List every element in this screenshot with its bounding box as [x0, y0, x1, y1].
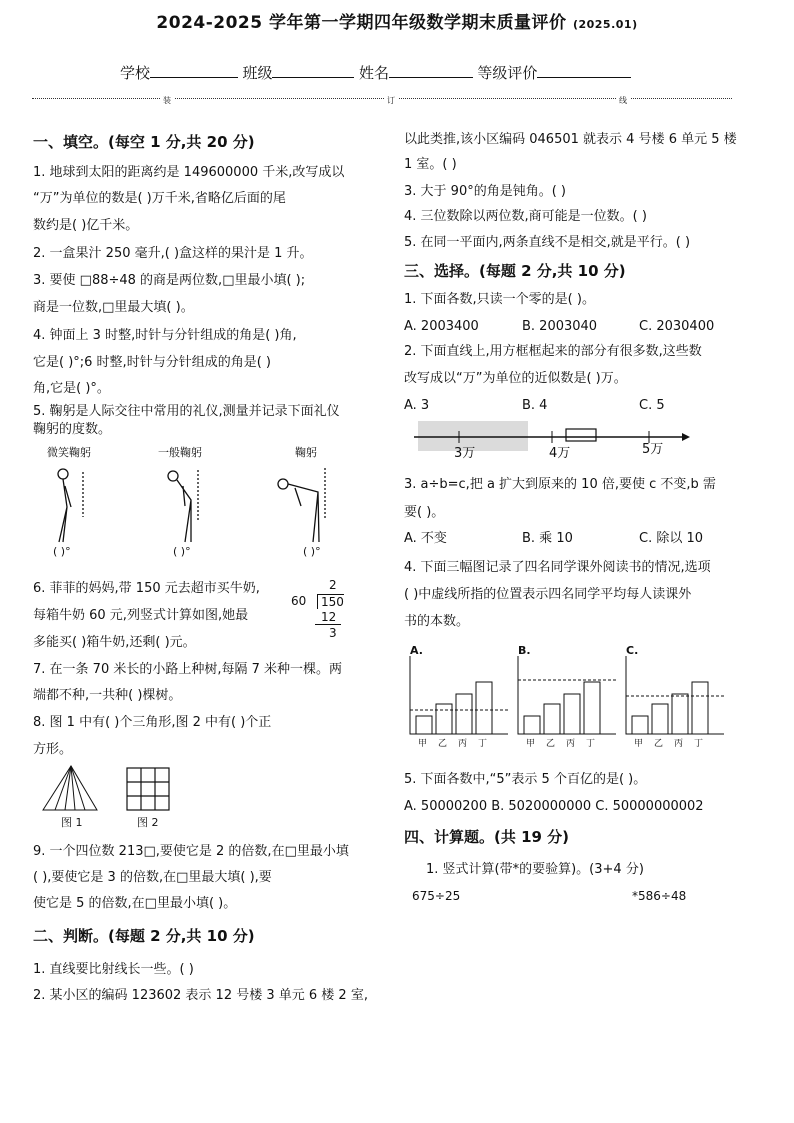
- choice-1-b[interactable]: B. 2003040: [522, 319, 598, 334]
- bow-label-full: 鞠躬: [295, 446, 317, 459]
- chart-a-name-3: 丙: [458, 739, 468, 749]
- q6-line1: 6. 菲菲的妈妈,带 150 元去超市买牛奶,: [33, 581, 260, 596]
- choice-3-line1: 3. a÷b=c,把 a 扩大到原来的 10 倍,要使 c 不变,b 需: [404, 477, 716, 492]
- q4-line3: 角,它是( )°。: [33, 381, 110, 396]
- figure-normal-bow: [168, 470, 198, 542]
- choice-4-line1: 4. 下面三幅图记录了四名同学课外阅读书的情况,选项: [404, 560, 711, 575]
- q9-line1: 9. 一个四位数 213□,要使它是 2 的倍数,在□里最小填: [33, 844, 349, 859]
- choice-3-line2: 要( )。: [404, 505, 445, 520]
- reading-bar-charts: [404, 652, 744, 752]
- q8-figures: [41, 764, 191, 816]
- tick-label-3: 3万: [454, 446, 476, 461]
- chart-b-name-2: 乙: [546, 739, 556, 749]
- chart-c-name-1: 甲: [634, 739, 644, 749]
- q4-line2: 它是( )°;6 时整,时针与分针组成的角是( ): [33, 355, 271, 370]
- chart-b-name-3: 丙: [566, 739, 576, 749]
- exam-title: [0, 8, 794, 33]
- bow-answer-3[interactable]: ( )°: [303, 545, 321, 558]
- tick-label-4: 4万: [549, 446, 571, 461]
- choice-3-a[interactable]: A. 不变: [404, 531, 447, 546]
- choice-2-line2: 改写成以“万”为单位的近似数是( )万。: [404, 371, 627, 386]
- long-division-figure: [291, 578, 371, 648]
- chart-a-name-1: 甲: [418, 739, 428, 749]
- grade-field[interactable]: [537, 63, 631, 78]
- figure2-grid: [127, 768, 169, 810]
- number-line-box: [566, 429, 596, 441]
- bow-figures: [33, 462, 373, 557]
- q9-line2: ( ),要使它是 3 的倍数,在□里最大填( ),要: [33, 870, 272, 885]
- choice-3-c[interactable]: C. 除以 10: [639, 531, 704, 546]
- q1-line2: “万”为单位的数是( )万千米,省略亿后面的尾: [33, 191, 286, 206]
- judge-2-line1: 2. 某小区的编码 123602 表示 12 号楼 3 单元 6 楼 2 室,: [33, 988, 368, 1003]
- chart-a-name-4: 丁: [478, 739, 488, 749]
- figure-full-bow: [278, 468, 325, 542]
- name-field[interactable]: [389, 63, 473, 78]
- calc-1-instruction: 1. 竖式计算(带*的要验算)。(3+4 分): [426, 862, 644, 877]
- division-quotient: 2: [329, 578, 337, 592]
- section-calc-title: 四、计算题。(共 19 分): [404, 828, 570, 846]
- choice-4-line2: ( )中虚线所指的位置表示四名同学平均每人读课外: [404, 587, 692, 602]
- judge-4: 4. 三位数除以两位数,商可能是一位数。( ): [404, 209, 647, 224]
- chart-c-name-2: 乙: [654, 739, 664, 749]
- section-judge-title: 二、判断。(每题 2 分,共 10 分): [33, 927, 255, 945]
- student-info-row: [120, 62, 631, 83]
- class-field[interactable]: [272, 63, 354, 78]
- seal-char-right: 线: [616, 95, 630, 106]
- figure1-caption: 图 1: [61, 816, 83, 829]
- figure1-triangles: [43, 766, 97, 810]
- q3-line1: 3. 要使 □88÷48 的商是两位数,□里最小填( );: [33, 273, 306, 288]
- choice-5: 5. 下面各数中,“5”表示 5 个百亿的是( )。: [404, 772, 647, 787]
- q6-line2: 每箱牛奶 60 元,列竖式计算如图,她最: [33, 608, 249, 623]
- choice-2-c[interactable]: C. 5: [639, 398, 665, 413]
- chart-c-name-3: 丙: [674, 739, 684, 749]
- q8-line1: 8. 图 1 中有( )个三角形,图 2 中有( )个正: [33, 715, 272, 730]
- choice-4-line3: 书的本数。: [404, 614, 470, 629]
- calc-1-b: *586÷48: [632, 889, 687, 903]
- school-label: 学校: [120, 64, 151, 82]
- chart-c: [626, 656, 724, 749]
- chart-b-label[interactable]: B.: [518, 644, 531, 657]
- exam-date: (2025.01): [572, 18, 638, 31]
- choice-1: 1. 下面各数,只读一个零的是( )。: [404, 292, 595, 307]
- calc-1-a: 675÷25: [412, 889, 461, 903]
- division-divisor: 60: [291, 594, 307, 608]
- section-choice-title: 三、选择。(每题 2 分,共 10 分): [404, 262, 626, 280]
- choice-1-a[interactable]: A. 2003400: [404, 319, 479, 334]
- number-line-arrow: [682, 433, 690, 441]
- seal-char-left: 装: [160, 95, 174, 106]
- q5-line2: 鞠躬的度数。: [33, 422, 112, 437]
- q1-line1: 1. 地球到太阳的距离约是 149600000 千米,改写成以: [33, 165, 345, 180]
- judge-5: 5. 在同一平面内,两条直线不是相交,就是平行。( ): [404, 235, 691, 250]
- school-field[interactable]: [150, 63, 238, 78]
- chart-b-name-4: 丁: [586, 739, 596, 749]
- q5-line1: 5. 鞠躬是人际交往中常用的礼仪,测量并记录下面礼仪: [33, 404, 340, 419]
- seal-char-mid: 订: [384, 95, 398, 106]
- binding-line: [32, 98, 732, 109]
- chart-c-label[interactable]: C.: [626, 644, 639, 657]
- bow-label-smile: 微笑鞠躬: [47, 446, 91, 459]
- q3-line2: 商是一位数,□里最大填( )。: [33, 300, 194, 315]
- figure2-caption: 图 2: [137, 816, 159, 829]
- q2: 2. 一盒果汁 250 毫升,( )盒这样的果汁是 1 升。: [33, 246, 313, 261]
- chart-b: [518, 656, 616, 749]
- q8-line2: 方形。: [33, 742, 73, 757]
- title-text: 2024-2025 学年第一学期四年级数学期末质量评价: [156, 13, 567, 33]
- judge-2-line3: 1 室。( ): [404, 157, 457, 172]
- q9-line3: 使它是 5 的倍数,在□里最小填( )。: [33, 896, 237, 911]
- judge-1: 1. 直线要比射线长一些。( ): [33, 962, 194, 977]
- division-dividend: 150: [317, 594, 344, 609]
- class-label: 班级: [242, 64, 273, 82]
- choice-5-options[interactable]: A. 50000200 B. 5020000000 C. 50000000002: [404, 799, 704, 814]
- chart-a-name-2: 乙: [438, 739, 448, 749]
- grade-label: 等级评价: [477, 64, 538, 82]
- q4-line1: 4. 钟面上 3 时整,时针与分针组成的角是( )角,: [33, 328, 297, 343]
- judge-2-line2: 以此类推,该小区编码 046501 就表示 4 号楼 6 单元 5 楼: [404, 132, 737, 147]
- q1-line3: 数约是( )亿千米。: [33, 218, 139, 233]
- q7-line2: 端都不种,一共种( )棵树。: [33, 688, 182, 703]
- choice-1-c[interactable]: C. 2030400: [639, 319, 715, 334]
- judge-3: 3. 大于 90°的角是钝角。( ): [404, 184, 566, 199]
- chart-a: [410, 656, 508, 749]
- tick-label-5: 5万: [642, 442, 664, 457]
- q7-line1: 7. 在一条 70 米长的小路上种树,每隔 7 米种一棵。两: [33, 662, 343, 677]
- choice-2-line1: 2. 下面直线上,用方框框起来的部分有很多数,这些数: [404, 344, 702, 359]
- choice-3-b[interactable]: B. 乘 10: [522, 531, 573, 546]
- figure-smile-bow: [58, 469, 83, 542]
- q6-line3: 多能买( )箱牛奶,还剩( )元。: [33, 635, 196, 650]
- division-product: 12: [321, 610, 337, 624]
- chart-b-name-1: 甲: [526, 739, 536, 749]
- choice-2-b[interactable]: B. 4: [522, 398, 548, 413]
- chart-c-name-4: 丁: [694, 739, 704, 749]
- section-fill-title: 一、填空。(每空 1 分,共 20 分): [33, 133, 255, 151]
- bow-answer-1[interactable]: ( )°: [53, 545, 71, 558]
- chart-a-label[interactable]: A.: [410, 644, 423, 657]
- bow-label-normal: 一般鞠躬: [158, 446, 202, 459]
- choice-2-a[interactable]: A. 3: [404, 398, 430, 413]
- name-label: 姓名: [358, 64, 389, 82]
- division-remainder: 3: [329, 626, 337, 640]
- bow-answer-2[interactable]: ( )°: [173, 545, 191, 558]
